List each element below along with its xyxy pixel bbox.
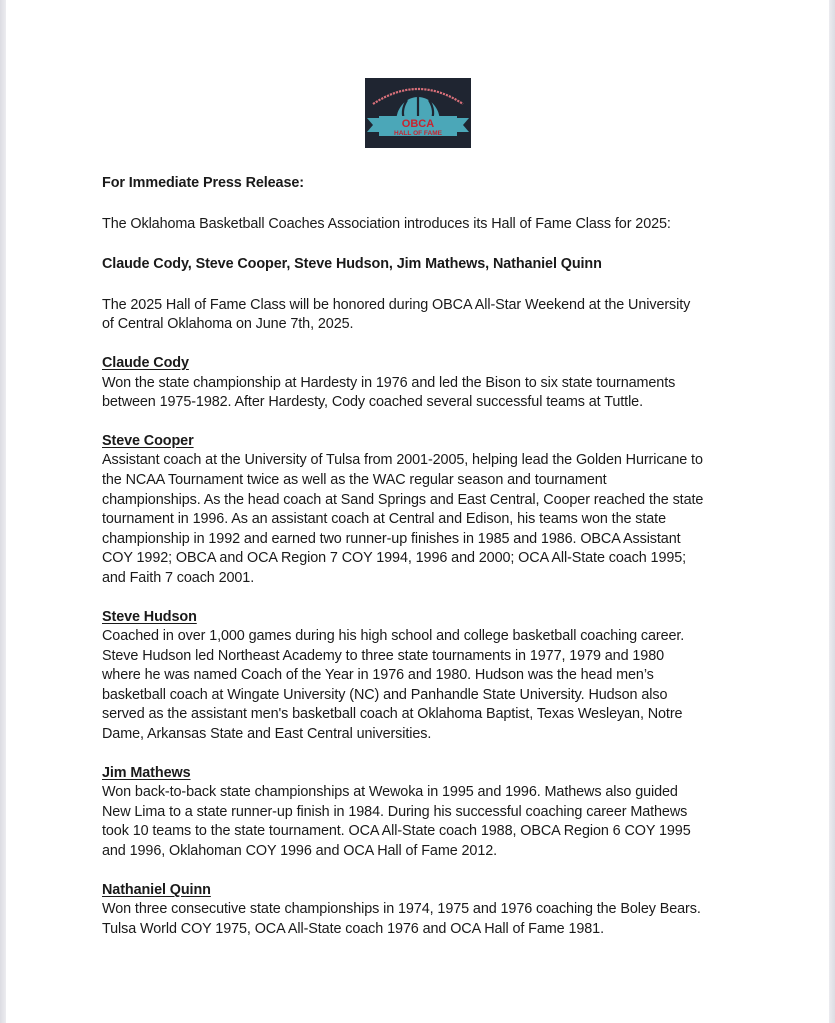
bio-line: championship in 1992 and earned two runner-up finishes in 1985 and 1986. OBCA Assistant [102,530,681,547]
bio-line: and Faith 7 coach 2001. [102,569,255,586]
bio-line: and 1996, Oklahoman COY 1996 and OCA Hall of Fame 2012. [102,843,498,860]
bio-line: where he was named Coach of the Year in 1976 and 1980. Hudson was the head men’s [102,667,654,684]
bio-line: served as the assistant men's basketball coach at Oklahoma Baptist, Texas Wesleyan, Notre [102,706,683,723]
bio-line: Tulsa World COY 1975, OCA All-State coach 1976 and OCA Hall of Fame 1981. [102,920,604,937]
bio-line: tournament in 1996. As an assistant coach at Central and Edison, his teams won the state [102,511,666,528]
inductee-section-claude-cody [102,354,752,413]
inductee-name: Jim Mathews [102,764,191,781]
bio-line: Dame, Arkansas State and East Central universities. [102,726,432,743]
logo-title: OBCA [401,118,435,130]
bio-line: Coached in over 1,000 games during his high school and college basketball coaching career. [102,628,685,645]
bio-line: Assistant coach at the University of Tulsa from 2001-2005, helping lead the Golden Hurricane to [102,452,703,469]
obca-hall-of-fame-logo [365,78,471,148]
bio-line: took 10 teams to the state tournament. OCA All-State coach 1988, OBCA Region 6 COY 1995 [102,823,691,840]
honor-line: of Central Oklahoma on June 7th, 2025. [102,316,354,333]
bio-line: Won three consecutive state championships in 1974, 1975 and 1976 coaching the Boley Bears. [102,901,701,918]
honor-paragraph [102,296,752,335]
inductee-section-nathaniel-quinn [102,881,752,940]
bio-line: championships. As the head coach at Sand Springs and East Central, Cooper reached the state [102,491,704,508]
inductee-section-steve-cooper [102,432,752,589]
honor-line: The 2025 Hall of Fame Class will be honored during OBCA All-Star Weekend at the University [102,296,691,313]
bio-line: Steve Hudson led Northeast Academy to three state tournaments in 1977, 1979 and 1980 [102,647,665,664]
inductee-name: Claude Cody [102,354,189,371]
inductee-section-steve-hudson [102,608,752,745]
logo-subtitle: HALL OF FAME [394,130,442,137]
bio-line: between 1975-1982. After Hardesty, Cody coached several successful teams at Tuttle. [102,394,643,411]
page-edge-left [0,0,6,1023]
page-edge-right [829,0,835,1023]
inductees-list: Claude Cody, Steve Cooper, Steve Hudson, Jim Mathews, Nathaniel Quinn [102,256,602,273]
bio-line: Won the state championship at Hardesty in 1976 and led the Bison to six state tournaments [102,374,676,391]
inductee-name: Steve Hudson [102,608,197,625]
logo-graphic [365,78,471,148]
bio-line: New Lima to a state runner-up finish in 1984. During his successful coaching career Mathews [102,803,688,820]
bio-line: COY 1992; OBCA and OCA Region 7 COY 1994, 1996 and 2000; OCA All-State coach 1995; [102,550,687,567]
intro-paragraph: The Oklahoma Basketball Coaches Association introduces its Hall of Fame Class for 2025: [102,215,671,232]
inductee-name: Steve Cooper [102,432,194,449]
bio-line: basketball coach at Wingate University (NC) and Panhandle State University. Hudson also [102,686,668,703]
inductee-name: Nathaniel Quinn [102,881,211,898]
press-release-label: For Immediate Press Release: [102,175,304,191]
bio-line: Won back-to-back state championships at Wewoka in 1995 and 1996. Mathews also guided [102,784,678,801]
press-release [102,174,752,939]
bio-line: the NCAA Tournament twice as well as the WAC regular season and tournament [102,471,607,488]
inductee-section-jim-mathews [102,764,752,862]
